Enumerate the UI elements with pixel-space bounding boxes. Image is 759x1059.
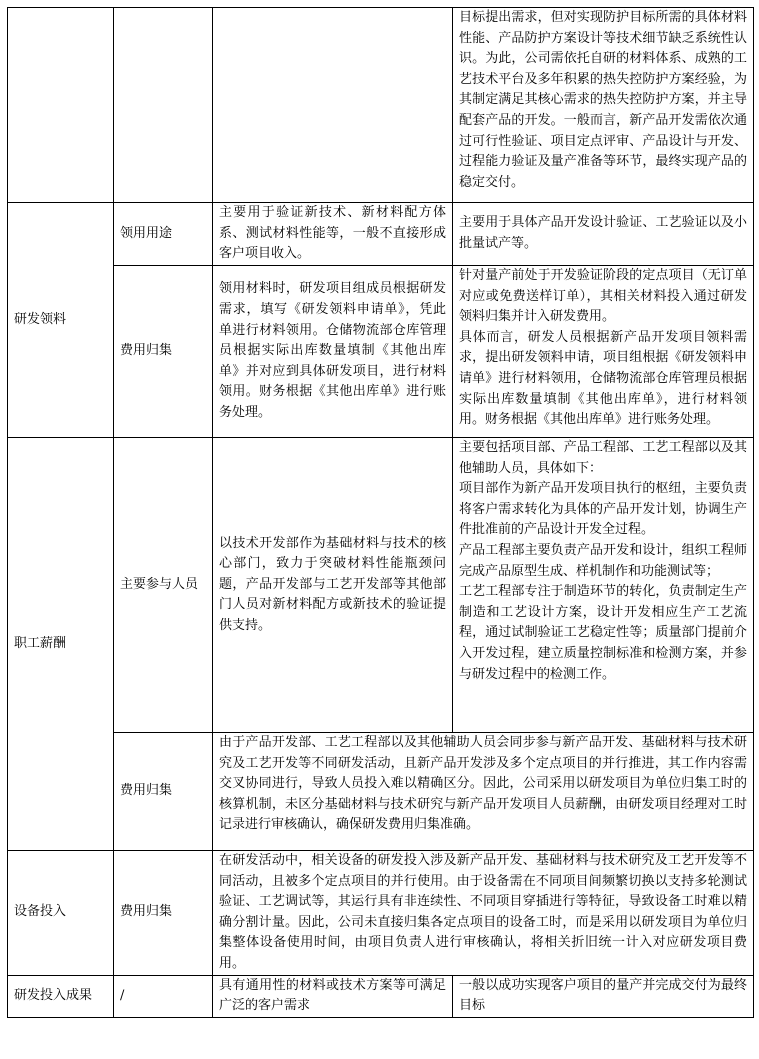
table-row bbox=[8, 8, 754, 203]
table-row bbox=[8, 975, 754, 1017]
rd-comparison-table bbox=[7, 7, 754, 1018]
empty-cell bbox=[8, 8, 114, 203]
sub-category-main-participants: 主要参与人员 bbox=[114, 438, 213, 733]
empty-cell bbox=[213, 8, 453, 203]
product-dev-participants-para-1: 主要包括项目部、产品工程部、工艺工程部以及其他辅助人员，具体如下： bbox=[459, 440, 747, 476]
basic-research-outcome-text: 具有通用性的材料或技术方案等可满足广泛的客户需求 bbox=[213, 975, 453, 1017]
product-dev-intro-text: 目标提出需求，但对实现防护目标所需的具体材料性能、产品防护方案设计等技术细节缺乏系统性认识。为此，公司需依托自研的材料体系、成熟的工艺技术平台及多年积累的热失控防护方案经验，为其制定满足其核心需求的热失控防护方案，并主导配套产品的开发。一般而言，新产品开发需依次通过可行性验证、项目定点评审、产品设计与开发、过程能力验证及量产准备等环节，最终实现产品的稳定交付。 bbox=[453, 8, 754, 203]
equipment-allocation-text: 在研发活动中，相关设备的研发投入涉及新产品开发、基础材料与技术研究及工艺开发等不同活动，且被多个定点项目的并行使用。由于设备需在不同项目间频繁切换以支持多轮测试验证、工艺调试等，其运行具有非连续性、不同项目穿插进行等特征，导致设备工时难以精确分割计量。因此，公司未直接归集各定点项目的设备工时，而是采用以研发项目为单位归集整体设备使用时间，由项目负责人进行审核确认，将相关折旧统一计入对应研发项目费用。 bbox=[213, 851, 754, 976]
category-equipment-input: 设备投入 bbox=[8, 851, 114, 976]
product-dev-participants-para-3: 产品工程部主要负责产品开发和设计，组织工程师完成产品原型生成、样机制作和功能测试等； bbox=[459, 542, 747, 579]
product-dev-outcome-text: 一般以成功实现客户项目的量产并完成交付为最终目标 bbox=[453, 975, 754, 1017]
product-dev-material-allocation-para-1: 针对量产前处于开发验证阶段的定点项目（无订单对应或免费送样订单），其相关材料投入通过研发领料归集并计入研发费用。 bbox=[459, 268, 747, 325]
sub-category-cost-allocation: 费用归集 bbox=[114, 733, 213, 851]
salary-allocation-text: 由于产品开发部、工艺工程部以及其他辅助人员会同步参与新产品开发、基础材料与技术研究及工艺开发等不同研发活动，且新产品开发涉及多个定点项目的并行推进，其工作内容需交叉协同进行，导致人员投入难以精确区分。因此，公司采用以研发项目为单位归集工时的核算机制，未区分基础材料与技术研究与新产品开发项目人员薪酬，由研发项目经理对工时记录进行审核确认，确保研发费用归集准确。 bbox=[213, 733, 754, 851]
product-dev-usage-text: 主要用于具体产品开发设计验证、工艺验证以及小批量试产等。 bbox=[453, 203, 754, 266]
table-row bbox=[8, 438, 754, 733]
sub-category-none: / bbox=[114, 975, 213, 1017]
product-dev-participants-para-4: 工艺工程部专注于制造环节的转化，负责制定生产制造和工艺设计方案，设计开发相应生产工艺流程，通过试制验证工艺稳定性等；质量部门提前介入开发过程，建立质量控制标准和检测方案，并参与研发过程中的检测工作。 bbox=[459, 584, 747, 682]
sub-category-usage: 领用用途 bbox=[114, 203, 213, 266]
empty-cell bbox=[114, 8, 213, 203]
category-rd-outcome: 研发投入成果 bbox=[8, 975, 114, 1017]
table-row bbox=[8, 851, 754, 976]
sub-category-cost-allocation: 费用归集 bbox=[114, 266, 213, 438]
product-dev-participants-para-2: 项目部作为新产品开发项目执行的枢纽，主要负责将客户需求转化为具体的产品开发计划，协调生产件批准前的产品设计开发全过程。 bbox=[459, 481, 747, 538]
basic-research-material-allocation-text: 领用材料时，研发项目组成员根据研发需求，填写《研发领料申请单》，凭此单进行材料领用。仓储物流部仓库管理员根据实际出库数量填制《其他出库单》并对应到具体研发项目，进行材料领用。财务根据《其他出库单》进行账务处理。 bbox=[213, 266, 453, 438]
category-employee-compensation: 职工薪酬 bbox=[8, 438, 114, 851]
category-material-requisition: 研发领料 bbox=[8, 203, 114, 438]
product-dev-participants-cell bbox=[453, 438, 754, 733]
product-dev-material-allocation-para-2: 具体而言，研发人员根据新产品开发项目领料需求，提出研发领料申请，项目组根据《研发领料申请单》进行材料领用，仓储物流部仓库管理员根据实际出库数量填制《其他出库单》，进行材料领用。财务根据《其他出库单》进行账务处理。 bbox=[459, 329, 747, 428]
table-row bbox=[8, 266, 754, 438]
basic-research-usage-text: 主要用于验证新技术、新材料配方体系、测试材料性能等，一般不直接形成客户项目收入。 bbox=[213, 203, 453, 266]
basic-research-participants-text: 以技术开发部作为基础材料与技术的核心部门，致力于突破材料性能瓶颈问题，产品开发部与工艺开发部等其他部门人员对新材料配方或新技术的验证提供支持。 bbox=[213, 438, 453, 733]
product-dev-material-allocation-cell bbox=[453, 266, 754, 438]
table-row bbox=[8, 733, 754, 851]
sub-category-cost-allocation: 费用归集 bbox=[114, 851, 213, 976]
table-row bbox=[8, 203, 754, 266]
